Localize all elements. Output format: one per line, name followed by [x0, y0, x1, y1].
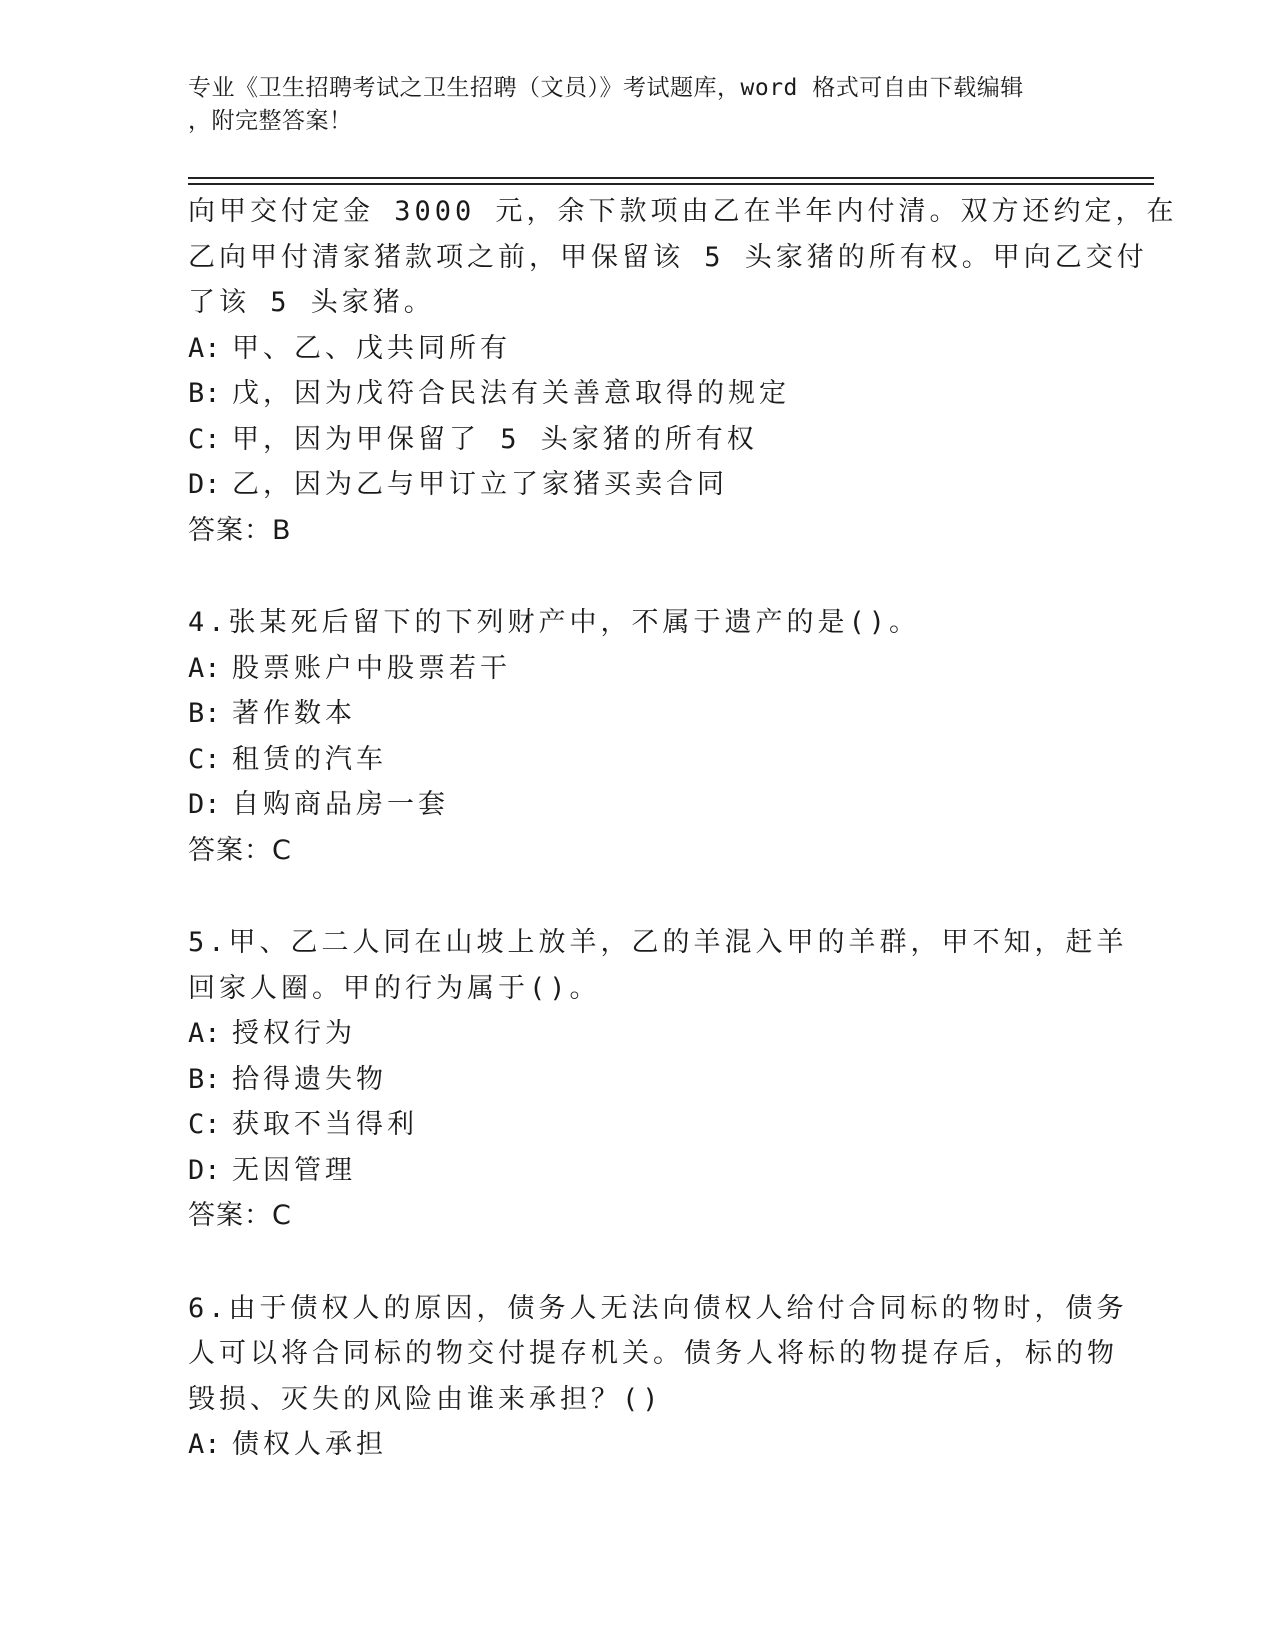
question-text-line: 了该 5 头家猪。: [188, 287, 435, 318]
option-text: 著作数本: [232, 698, 356, 729]
option-key: A:: [188, 1429, 221, 1460]
option-key: C:: [188, 423, 221, 455]
question-text-line: 向甲交付定金 3000 元，余下款项由乙在半年内付清。双方还约定，在: [188, 196, 1178, 227]
option-key: A:: [188, 1018, 221, 1049]
option-text: 租赁的汽车: [232, 743, 387, 775]
option-d: [188, 462, 1088, 508]
option-key: D:: [188, 469, 221, 500]
question-text-line: 人可以将合同标的物交付提存机关。债务人将标的物提存后，标的物: [188, 1338, 1118, 1369]
option-key: A:: [188, 652, 221, 684]
option-b: [188, 691, 1088, 737]
option-c: [188, 417, 1088, 463]
question-spacer: [188, 1239, 1088, 1286]
option-text: 授权行为: [232, 1018, 356, 1049]
option-text: 甲、乙、戊共同所有: [232, 332, 511, 364]
question-text-line: 4.张某死后留下的下列财产中，不属于遗产的是()。: [188, 607, 921, 638]
header-divider-top: [188, 177, 1154, 179]
header-line-1: 专业《卫生招聘考试之卫生招聘（文员）》考试题库，word 格式可自由下载编辑: [188, 75, 1024, 101]
question-spacer: [188, 553, 1088, 600]
answer-line: 答案：C: [188, 834, 292, 866]
option-text: 股票账户中股票若干: [232, 652, 511, 684]
question-text-line: 5.甲、乙二人同在山坡上放羊，乙的羊混入甲的羊群，甲不知，赶羊: [188, 927, 1128, 958]
option-d: [188, 782, 1088, 828]
answer-line: 答案：C: [188, 1200, 292, 1231]
option-key: B:: [188, 1063, 221, 1095]
option-key: C:: [188, 743, 221, 775]
question-4: [188, 600, 1088, 873]
option-text: 无因管理: [232, 1154, 356, 1186]
option-text: 乙，因为乙与甲订立了家猪买卖合同: [232, 469, 728, 500]
option-b: [188, 1057, 1088, 1103]
option-key: D:: [188, 789, 221, 820]
option-key: B:: [188, 698, 221, 729]
option-c: [188, 737, 1088, 783]
header-divider-bottom: [188, 183, 1154, 185]
option-a: [188, 1011, 1088, 1057]
question-5: [188, 920, 1128, 1239]
option-a: [188, 326, 1088, 372]
option-key: D:: [188, 1154, 221, 1186]
option-c: [188, 1102, 1088, 1148]
option-d: [188, 1148, 1088, 1194]
option-text: 获取不当得利: [232, 1109, 418, 1140]
question-3: [188, 189, 1178, 553]
document-body: [188, 189, 1178, 1468]
question-text-line: 回家人圈。甲的行为属于()。: [188, 972, 601, 1004]
option-text: 自购商品房一套: [232, 789, 449, 820]
question-text-line: 乙向甲付清家猪款项之前，甲保留该 5 头家猪的所有权。甲向乙交付: [188, 241, 1148, 273]
option-key: B:: [188, 378, 221, 409]
option-text: 甲，因为甲保留了 5 头家猪的所有权: [232, 423, 758, 455]
question-text-line: 毁损、灭失的风险由谁来承担？(): [188, 1383, 663, 1415]
question-text-line: 6.由于债权人的原因，债务人无法向债权人给付合同标的物时，债务: [188, 1292, 1128, 1324]
option-text: 债权人承担: [232, 1429, 387, 1460]
option-a: [188, 646, 1088, 692]
option-a: [188, 1422, 1088, 1468]
answer-line: 答案：B: [188, 514, 292, 546]
option-key: C:: [188, 1109, 221, 1140]
question-spacer: [188, 873, 1088, 920]
option-b: [188, 371, 1088, 417]
option-text: 拾得遗失物: [232, 1063, 387, 1095]
option-text: 戊，因为戊符合民法有关善意取得的规定: [232, 378, 790, 409]
document-header: [188, 72, 1068, 138]
header-line-2: ，附完整答案！: [188, 108, 353, 134]
option-key: A:: [188, 332, 221, 364]
question-6: [188, 1286, 1128, 1468]
